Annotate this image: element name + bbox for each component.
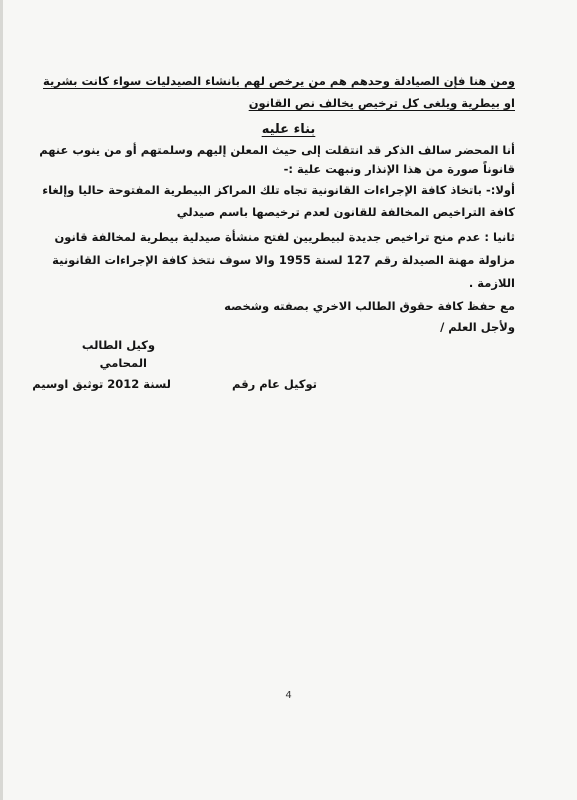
body-line-2: قانوناً صورة من هذا الإنذار ونبهت علية :- [283, 162, 515, 176]
body-line-3: أولا:- باتخاذ كافة الإجراءات القانونية تجاه تلك المراكز البيطرية المفتوحة حاليا وإلغاء [42, 183, 515, 197]
intro-line-2: او بيطرية ويلغى كل ترخيص يخالف نص القانون [248, 96, 515, 110]
body-line-1: أنا المحضر سالف الذكر قد انتقلت إلى حيث المعلن إليهم وسلمتهم أو من ينوب عنهم [39, 143, 515, 157]
body-line-5: ثانيا : عدم منح تراخيص جديدة لبيطريين لفتح منشأة صيدلية بيطرية لمخالفة قانون [54, 230, 515, 244]
power-of-attorney-year: لسنة 2012 توثيق اوسيم [32, 377, 171, 391]
signature-agent: وكيل الطالب [81, 338, 155, 352]
body-line-7: اللازمة . [468, 276, 515, 290]
section-heading-text: بناء عليه [261, 122, 316, 137]
body-line-8: مع حفظ كافة حقوق الطالب الاخري بصفته وشخصه [224, 299, 515, 313]
body-line-6: مزاولة مهنة الصيدلة رقم 127 لسنة 1955 والا سوف نتخذ كافة الإجراءات القانونية [52, 253, 515, 267]
section-heading [0, 122, 577, 137]
signature-lawyer: المحامي [99, 356, 147, 370]
page-number: 4 [285, 690, 292, 701]
body-line-9: ولأجل العلم / [440, 320, 515, 334]
power-of-attorney-label: توكيل عام رقم [232, 377, 317, 391]
intro-line-1: ومن هنا فإن الصيادلة وحدهم هم من يرخص لهم بانشاء الصيدليات سواء كانت بشرية [43, 74, 515, 88]
body-line-4: كافة التراخيص المخالفة للقانون لعدم ترخيصها باسم صيدلي [176, 205, 515, 219]
